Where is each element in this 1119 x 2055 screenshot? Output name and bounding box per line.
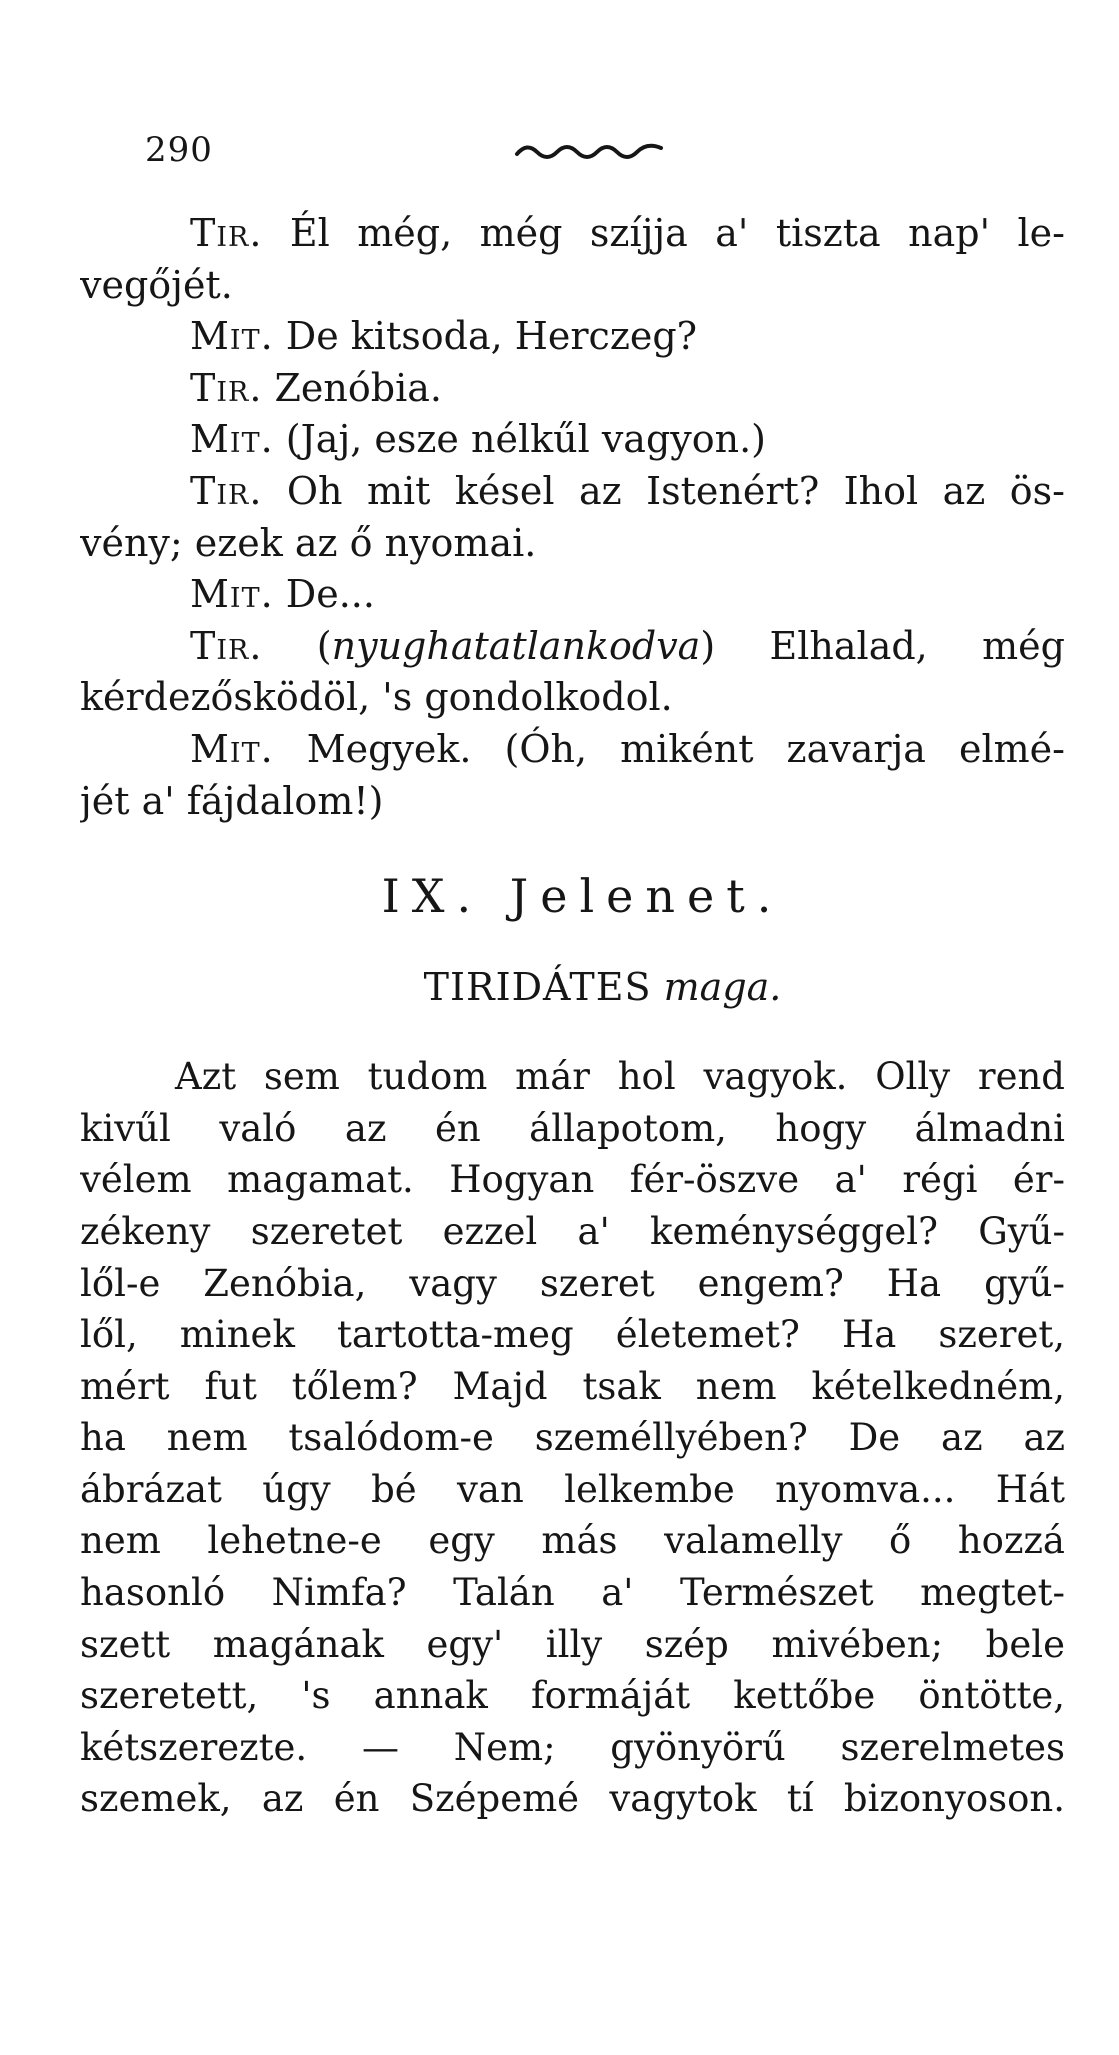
- monologue-line: mért fut tőlem? Majd tsak nem kételkedném,: [80, 1364, 1065, 1408]
- monologue-line: szeretett, 's annak formáját kettőbe öntötte,: [80, 1674, 1065, 1718]
- speaker-name: Tir.: [190, 365, 263, 410]
- monologue: [80, 1051, 1065, 1825]
- monologue-line: hasonló Nimfa? Talán a' Természet megtet-: [80, 1571, 1065, 1615]
- speaker-name: Mit.: [190, 417, 274, 462]
- dialogue-text: Oh mit késel az Istenért? Ihol az ös-: [262, 468, 1065, 513]
- dialogue-line: [80, 466, 1065, 518]
- dialogue-text: (: [262, 623, 332, 668]
- monologue-line: zékeny szeretet ezzel a' keménységgel? Gyű-: [80, 1209, 1065, 1253]
- monologue-line: nem lehetne-e egy más valamelly ő hozzá: [80, 1519, 1065, 1563]
- speaker-name: Mit.: [190, 572, 274, 617]
- dialogue-line: [80, 260, 1065, 312]
- speaker-name: Tir.: [190, 211, 263, 255]
- dialogue-line: [80, 672, 1065, 724]
- dialogue-text: Megyek. (Óh, miként zavarja elmé-: [273, 726, 1065, 771]
- wavy-line-ornament-icon: [515, 140, 665, 162]
- character-note: maga.: [663, 965, 782, 1010]
- dialogue-text: De kitsoda, Herczeg?: [273, 314, 698, 359]
- dialogue-text: ) Elhalad, még: [700, 623, 1065, 668]
- monologue-line: lől, minek tartotta-meg életemet? Ha szeret,: [80, 1313, 1065, 1357]
- dialogue-text: Zenóbia.: [262, 365, 442, 410]
- dialogue-line: [80, 518, 1065, 570]
- character-name: TIRIDÁTES: [423, 965, 652, 1010]
- dialogue-text: (Jaj, esze nélkűl vagyon.): [273, 417, 767, 462]
- monologue-line: ábrázat úgy bé van lelkembe nyomva... Hát: [80, 1467, 1065, 1511]
- dialogue-text: Él még, még szíjja a' tiszta nap' le-: [262, 211, 1065, 255]
- scene-character: [80, 957, 1065, 1017]
- monologue-line: kivűl való az én állapotom, hogy álmadni: [80, 1106, 1065, 1150]
- speaker-name: Mit.: [190, 314, 274, 359]
- dialogue-text: jét a' fájdalom!): [80, 778, 384, 823]
- dialogue-text: vény; ezek az ő nyomai.: [80, 520, 537, 565]
- monologue-line: vélem magamat. Hogyan fér-öszve a' régi ér-: [80, 1158, 1065, 1202]
- monologue-line: kétszerezte. — Nem; gyönyörű szerelmetes: [80, 1725, 1065, 1769]
- speaker-name: Tir.: [190, 623, 263, 668]
- dialogue-line: [80, 363, 1065, 415]
- monologue-line: ha nem tsalódom-e személlyében? De az az: [80, 1416, 1065, 1460]
- main-text: [80, 208, 1065, 1825]
- dialogue-text: kérdezősködöl, 's gondolkodol.: [80, 675, 673, 720]
- dialogue-text: vegőjét.: [80, 262, 233, 307]
- dialogue-line: [80, 724, 1065, 776]
- speaker-name: Mit.: [190, 726, 274, 771]
- dialogue-text: De...: [273, 572, 375, 617]
- scene-title: IX. Jelenet.: [381, 869, 784, 924]
- monologue-line: szett magának egy' illy szép mivében; bele: [80, 1622, 1065, 1666]
- page-number: 290: [145, 130, 213, 170]
- dialogue-line: [80, 776, 1065, 828]
- stage-direction: nyughatatlankodva: [331, 623, 701, 668]
- monologue-line: szemek, az én Szépemé vagytok tí bizonyoson.: [80, 1777, 1065, 1821]
- dialogue-line: [80, 311, 1065, 363]
- speaker-name: Tir.: [190, 468, 263, 513]
- monologue-line: Azt sem tudom már hol vagyok. Olly rend: [175, 1055, 1065, 1099]
- page-header: [145, 130, 705, 170]
- dialogue-line: [80, 208, 1065, 260]
- dialogue-line: [80, 414, 1065, 466]
- dialogue-line: [80, 621, 1065, 673]
- monologue-line: lől-e Zenóbia, vagy szeret engem? Ha gyű-: [80, 1261, 1065, 1305]
- dialogue-line: [80, 569, 1065, 621]
